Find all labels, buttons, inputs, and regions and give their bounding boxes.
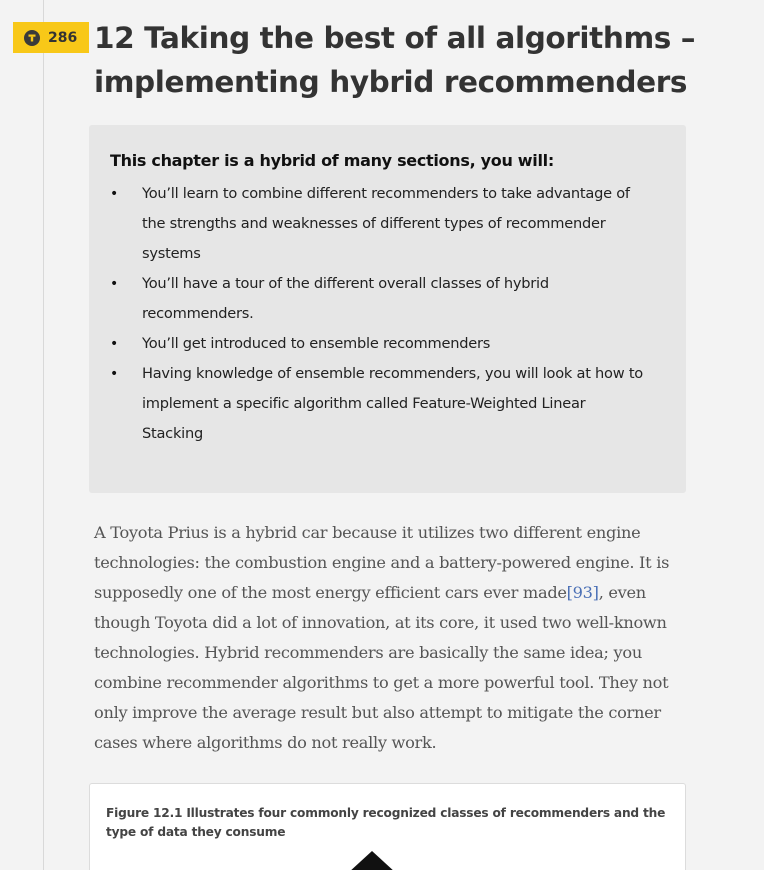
figure-diamond-shape: [348, 851, 396, 870]
bullet-icon: •: [110, 336, 119, 352]
summary-item-text: You’ll get introduced to ensemble recommenders: [142, 335, 491, 352]
page-number-badge[interactable]: [13, 22, 89, 53]
chapter-summary-box: [89, 125, 686, 493]
summary-item-text: You’ll have a tour of the different overall classes of hybrid recommenders.: [142, 275, 549, 322]
footnote-reference-link[interactable]: [93]: [566, 583, 599, 602]
chapter-title: 12 Taking the best of all algorithms – implementing hybrid recommenders: [94, 21, 696, 99]
figure-caption: Figure 12.1 Illustrates four commonly recognized classes of recommenders and the type of data they consume: [106, 806, 666, 839]
summary-item-text: Having knowledge of ensemble recommenders, you will look at how to implement a specific algorithm called Feature-Weighted Linear Stacking: [142, 365, 643, 442]
bullet-icon: •: [110, 276, 119, 292]
bookmark-circle-icon: [24, 30, 40, 46]
summary-item-text: You’ll learn to combine different recommenders to take advantage of the strengths and weaknesses of different types of recommender systems: [142, 185, 630, 262]
page-number: 286: [48, 29, 78, 46]
summary-list-item: [110, 179, 647, 269]
summary-list-item: [110, 359, 647, 449]
summary-list: [110, 179, 666, 449]
margin-divider: [43, 0, 44, 870]
body-text-part-2: , even though Toyota did a lot of innovation, at its core, it used two well-known technologies. Hybrid recommenders are basically the same idea; you combine recommender algorithms to get a more powerful tool. They not only improve the average result but also attempt to mitigate the corner cases where algorithms do not really work.: [94, 583, 669, 752]
body-paragraph: [94, 518, 684, 758]
bullet-icon: •: [110, 366, 119, 382]
summary-list-item: [110, 269, 647, 329]
figure-card: [89, 783, 686, 870]
body-text-part-1: A Toyota Prius is a hybrid car because it utilizes two different engine technologies: the combustion engine and a battery-powered engine. It is supposedly one of the most energy efficient cars ever made: [94, 523, 670, 602]
summary-list-item: [110, 329, 647, 359]
summary-heading: This chapter is a hybrid of many sections, you will:: [110, 151, 554, 170]
bullet-icon: •: [110, 186, 119, 202]
